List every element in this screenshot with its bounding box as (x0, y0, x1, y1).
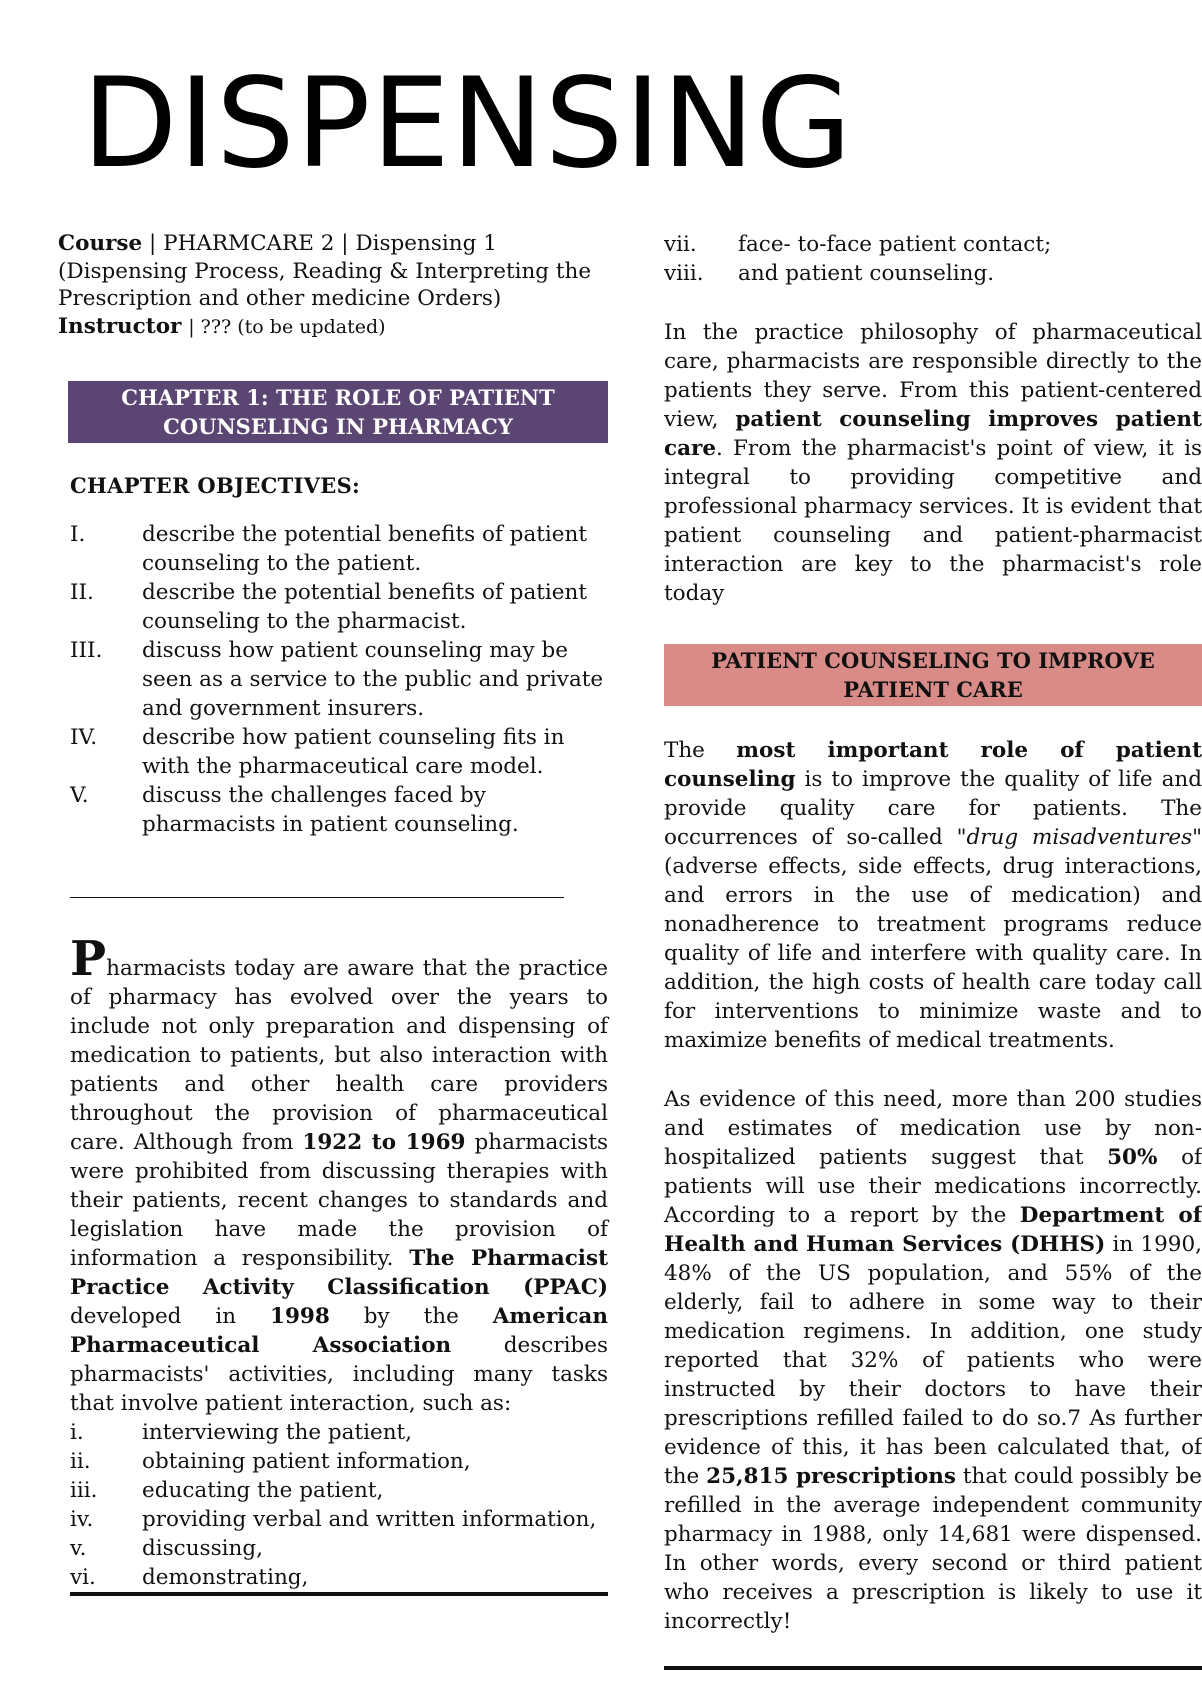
paragraph-text: of patients will use their medications incorrectly. According to a report by the (664, 1145, 1202, 1228)
paragraph-bold: patient counseling improves patient care (664, 407, 1202, 461)
activity-item (70, 1534, 608, 1563)
intro-text: pharmacists were prohibited from discussing therapies with their patients, recent changes to standards and legislation have made the provision of information a responsibility. (70, 1130, 608, 1271)
activity-number: i. (70, 1420, 84, 1445)
instructor-text: | ??? (to be updated) (188, 315, 386, 338)
activity-item (664, 259, 1202, 288)
paragraph-bold: 50% (1107, 1145, 1158, 1170)
activity-text: interviewing the patient, (142, 1420, 413, 1445)
activity-text: face- to-face patient contact; (738, 232, 1052, 257)
intro-bold: 1998 (270, 1304, 330, 1329)
paragraph-text: that could possibly be refilled in the average independent community pharmacy in 1988, only 14,681 were dispensed. In other words, every second or third patient who receives a prescription is likely to use it incorrectly! (664, 1464, 1202, 1634)
objective-item (70, 636, 610, 723)
activity-item (70, 1563, 608, 1592)
activities-list-continued (664, 230, 1202, 288)
objective-text: describe the potential benefits of patient counseling to the patient. (142, 522, 587, 576)
intro-paragraph (70, 931, 609, 1418)
intro-text: developed in (70, 1304, 270, 1329)
objectives-heading: CHAPTER OBJECTIVES: (70, 473, 361, 498)
objective-text: describe the potential benefits of patient counseling to the pharmacist. (142, 580, 587, 634)
activity-text: educating the patient, (142, 1478, 384, 1503)
activity-text: and patient counseling. (738, 261, 995, 286)
activity-text: demonstrating, (142, 1565, 309, 1590)
philosophy-paragraph (664, 318, 1202, 608)
paragraph-bold: most important role of patient counseling (664, 738, 1202, 792)
column-end-rule (70, 1592, 608, 1596)
activity-text: obtaining patient information, (142, 1449, 471, 1474)
activity-number: v. (70, 1536, 87, 1561)
page-title: DISPENSING (82, 52, 853, 196)
objective-text: discuss how patient counseling may be seen as a service to the public and private and government insurers. (142, 638, 604, 721)
activity-number: viii. (664, 261, 704, 286)
paragraph-bold: 25,815 prescriptions (706, 1464, 956, 1489)
activities-list (70, 1418, 608, 1592)
intro-text: by the (329, 1304, 493, 1329)
paragraph-bold: Department of Health and Human Services (DHHS) (664, 1203, 1202, 1257)
objective-number: I. (70, 522, 86, 547)
left-column (58, 230, 608, 1596)
column-end-rule (664, 1666, 1202, 1670)
paragraph-text: " (adverse effects, side effects, drug interactions, and errors in the use of medication) and nonadherence to treatment programs reduce quality of life and interfere with quality care. In addition, the high costs of health care today call for interventions to minimize waste and to maximize benefits of medical treatments. (664, 825, 1202, 1053)
intro-bold: 1922 to 1969 (302, 1130, 466, 1155)
course-line (58, 230, 608, 313)
objective-text: discuss the challenges faced by pharmacists in patient counseling. (142, 783, 519, 837)
activity-number: iii. (70, 1478, 98, 1503)
activity-number: ii. (70, 1449, 91, 1474)
intro-text: describes pharmacists' activities, including many tasks that involve patient interaction, such as: (70, 1333, 608, 1416)
objectives-list (70, 520, 610, 839)
evidence-paragraph (664, 1085, 1202, 1636)
activity-item (664, 230, 1202, 259)
objective-item (70, 723, 610, 781)
activity-text: providing verbal and written information, (142, 1507, 597, 1532)
objective-text: describe how patient counseling fits in with the pharmaceutical care model. (142, 725, 565, 779)
paragraph-text: is to improve the quality of life and provide quality care for patients. The occurrences of so-called " (664, 767, 1202, 850)
instructor-label: Instructor (58, 313, 182, 339)
course-label: Course (58, 231, 143, 256)
activity-number: vii. (664, 232, 697, 257)
course-text: | PHARMCARE 2 | Dispensing 1 (Dispensing Process, Reading & Interpreting the Prescription and other medicine Orders) (58, 231, 592, 311)
activity-item (70, 1505, 608, 1534)
section-banner: PATIENT COUNSELING TO IMPROVE PATIENT CARE (664, 644, 1202, 706)
section-divider (70, 897, 564, 898)
objective-item (70, 781, 610, 839)
chapter-banner: CHAPTER 1: THE ROLE OF PATIENT COUNSELING IN PHARMACY (68, 381, 608, 443)
course-info (58, 230, 608, 341)
intro-bold: American Pharmaceutical Association (70, 1304, 608, 1358)
intro-text: harmacists today are aware that the practice of pharmacy has evolved over the years to include not only preparation and dispensing of medication to patients, but also interaction with patients and other health care providers throughout the provision of pharmaceutical care. Although from (70, 956, 608, 1155)
drop-cap: P (70, 931, 107, 987)
objective-number: II. (70, 580, 94, 605)
paragraph-text: . From the pharmacist's point of view, it is integral to providing competitive and professional pharmacy services. It is evident that patient counseling and patient-pharmacist interaction are key to the pharmacist's role today (664, 436, 1202, 606)
activity-number: vi. (70, 1565, 96, 1590)
activity-number: iv. (70, 1507, 94, 1532)
activity-text: discussing, (142, 1536, 263, 1561)
right-column (664, 230, 1202, 1670)
role-paragraph (664, 736, 1202, 1055)
instructor-line (58, 313, 608, 342)
paragraph-text: in 1990, 48% of the US population, and 55% of the elderly, fail to adhere in some way to their medication regimens. In addition, one study reported that 32% of patients who were instructed by their doctors to have their prescriptions refilled failed to do so.7 As further evidence of this, it has been calculated that, of the (664, 1232, 1202, 1489)
objective-number: III. (70, 638, 103, 663)
paragraph-text: As evidence of this need, more than 200 studies and estimates of medication use by non-hospitalized patients suggest that (664, 1087, 1202, 1170)
activity-item (70, 1418, 608, 1447)
activity-item (70, 1447, 608, 1476)
intro-bold: The Pharmacist Practice Activity Classification (PPAC) (70, 1246, 609, 1300)
paragraph-text: In the practice philosophy of pharmaceutical care, pharmacists are responsible directly to the patients they serve. From this patient-centered view, (664, 320, 1202, 432)
objective-number: V. (70, 783, 89, 808)
activity-item (70, 1476, 608, 1505)
objective-item (70, 578, 610, 636)
paragraph-text: The (664, 738, 737, 763)
paragraph-italic: drug misadventures (966, 825, 1193, 850)
objective-item (70, 520, 610, 578)
objective-number: IV. (70, 725, 98, 750)
